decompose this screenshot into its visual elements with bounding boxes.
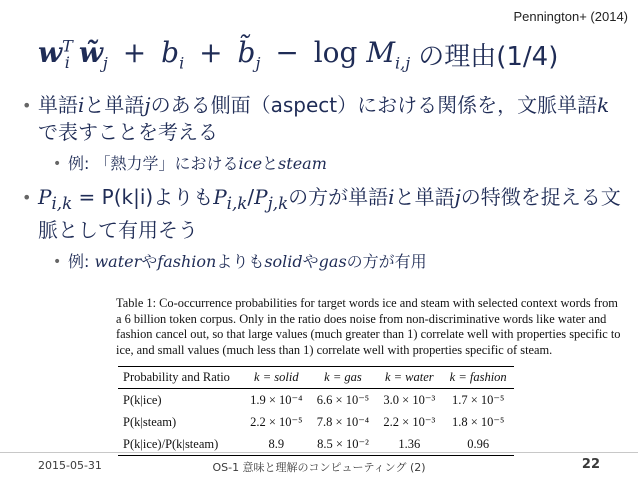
table-cell: 8.5 × 10⁻² — [310, 433, 377, 456]
column-header: k = water — [376, 367, 442, 389]
formula-btilde-sub: j — [255, 53, 261, 73]
table-cell: 7.8 × 10⁻⁴ — [316, 415, 370, 429]
table-cell: 2.2 × 10⁻⁵ — [250, 415, 303, 429]
table-cell: 6.6 × 10⁻⁵ — [316, 393, 370, 407]
table-cell: 3.0 × 10⁻³ — [383, 393, 436, 407]
table-cell: 1.9 × 10⁻⁴ — [250, 393, 303, 407]
table-cell: 0.96 — [442, 433, 514, 456]
table-cell: 8.9 — [243, 433, 310, 456]
table-cell: 1.8 × 10⁻⁵ — [451, 415, 505, 429]
bullet-item: • $P_{i,k} = P(k|i)$よりも$P_{i,k}/P_{j,k}$の方が単語iと単語jの特徴を捉える文脈として有用そう — [22, 184, 624, 244]
page-number: 22 — [581, 457, 600, 472]
table-cell: P(k|ice) — [123, 392, 162, 407]
formula-w: w — [38, 35, 63, 69]
table-caption: Table 1: Co-occurrence probabilities for target words ice and steam with selected context words from a 6 billion token corpus. Only in the ratio does noise from non-discriminative words like water and fashion cancel out, so that large values (much greater than 1) correlate well with properties specific to ice, and small values (much less than 1) correlate well with properties specific of steam. — [116, 296, 621, 357]
column-header: k = gas — [310, 367, 377, 389]
table-row — [118, 411, 514, 433]
footer-course: OS-1 意味と理解のコンピューティング (2) — [212, 461, 426, 474]
table-row — [118, 389, 514, 412]
table-cell: P(k|ice)/P(k|steam) — [118, 433, 243, 456]
formula-M-sub: i,j — [395, 53, 411, 73]
slide-footer — [0, 452, 638, 479]
sub-bullet-item: • 例: waterやfashionよりもsolidやgasの方が有用 — [22, 250, 624, 274]
formula-M: M — [366, 35, 396, 69]
column-header: k = solid — [243, 367, 310, 389]
sub-bullet-item: • 例: 「熱力学」におけるiceとsteam — [22, 152, 624, 176]
formula-b-sub: i — [179, 53, 185, 73]
table-cell: 1.7 × 10⁻⁵ — [451, 393, 505, 407]
table-cell: 1.36 — [376, 433, 442, 456]
column-header: Probability and Ratio — [118, 367, 243, 389]
formula-plus-2: + — [199, 35, 223, 69]
footer-date: 2015-05-31 — [38, 459, 102, 472]
bullet-item: • 単語iと単語jのある側面（aspect）における関係を，文脈単語kで表すことを考える — [22, 92, 624, 146]
table-header-row — [118, 367, 514, 389]
table-cell: 2.2 × 10⁻³ — [383, 415, 436, 429]
column-header: k = fashion — [442, 367, 514, 389]
title-formula — [38, 36, 410, 73]
title-text: の理由(1/4) — [418, 41, 559, 72]
formula-log: log — [313, 35, 358, 69]
bullet-list — [22, 92, 624, 282]
formula-w-sub: i — [64, 53, 70, 73]
table-cell: P(k|steam) — [123, 414, 177, 429]
formula-wtilde: w̃ — [78, 35, 103, 69]
formula-wtilde-sub: j — [102, 53, 108, 73]
formula-plus: + — [122, 35, 147, 69]
formula-btilde: b̃ — [237, 35, 256, 69]
citation: Pennington+ (2014) — [513, 9, 628, 24]
slide-title — [38, 26, 558, 82]
formula-b: b — [161, 35, 180, 69]
table-figure — [116, 296, 622, 456]
formula-w-sup: T — [62, 36, 73, 56]
probability-table — [118, 366, 514, 456]
formula-minus: − — [275, 35, 299, 69]
